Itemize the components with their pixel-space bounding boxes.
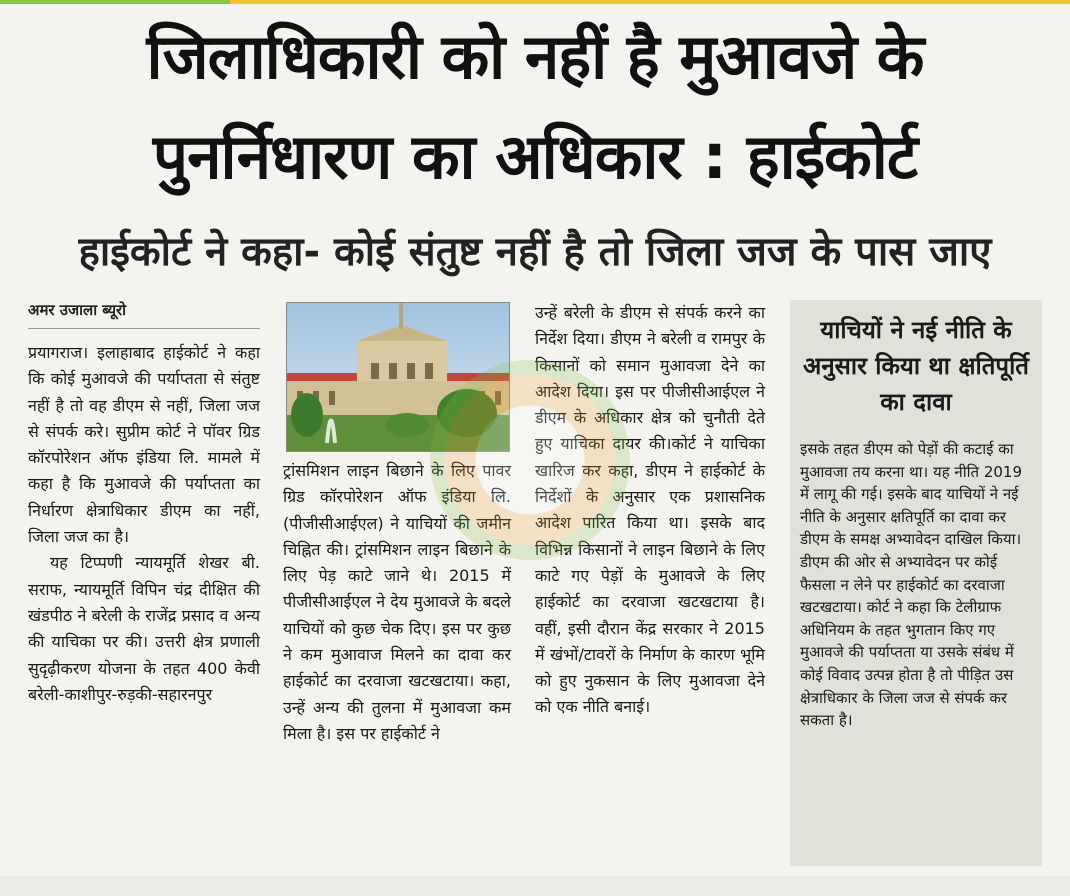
article-paragraph-1: प्रयागराज। इलाहाबाद हाईकोर्ट ने कहा कि कोई मुआवजे की पर्याप्तता से संतुष्ट नहीं है तो वह डीएम से नहीं, जिला जज से संपर्क करे। सुप्रीम कोर्ट ने पॉवर ग्रिड कॉरपोरेशन ऑफ इंडिया लि. मामले में कहा है कि मुआवजे की पर्याप्तता का निर्धारण क्षेत्राधिकार डीएम का नहीं, जिला जज का है। [28, 343, 260, 547]
article-paragraph-2: यह टिप्पणी न्यायमूर्ति शेखर बी. सराफ, न्यायमूर्ति विपिन चंद्र दीक्षित की खंडपीठ ने बरेली के राजेंद्र प्रसाद व अन्य की याचिका पर की। उत्तरी क्षेत्र प्रणाली सुदृढ़ीकरण योजना के तहत 400 केवी बरेली-काशीपुर-रुड़की-सहारनपुर [28, 553, 260, 704]
subheadline: हाईकोर्ट ने कहा- कोई संतुष्ट नहीं है तो जिला जज के पास जाए [78, 229, 992, 275]
high-court-building-image [287, 303, 509, 451]
byline: अमर उजाला ब्यूरो [28, 301, 127, 319]
top-bar-green [0, 0, 230, 4]
headline-line-2: पुनर्निधारण का अधिकार : हाईकोर्ट [152, 120, 918, 193]
byline-divider [28, 328, 260, 329]
article-column-3 [535, 300, 765, 721]
headline-line-1: जिलाधिकारी को नहीं है मुआवजे के [146, 20, 924, 93]
sidebar-box [790, 300, 1042, 866]
sidebar-heading: याचियों ने नई नीति के अनुसार किया था क्षतिपूर्ति का दावा [803, 316, 1029, 416]
next-article-strip [0, 876, 1070, 896]
article-column-1 [28, 340, 260, 708]
article-paragraph-4: उन्हें बरेली के डीएम से संपर्क करने का निर्देश दिया। डीएम ने बरेली व रामपुर के किसानों को समान मुआवजा देने का आदेश दिया। इस पर पीजीसीआईएल ने डीएम के अधिकार क्षेत्र को चुनौती देते हुए याचिका दायर की।कोर्ट ने याचिका खारिज कर कहा, डीएम ने हाईकोर्ट के निर्देशों के अनुसार एक प्रशासनिक आदेश पारित किया था। इसके बाद विभिन्न किसानों ने लाइन बिछाने के लिए काटे गए पेड़ों के मुआवजे के लिए हाईकोर्ट का दरवाजा खटखटाया है। वहीं, इसी दौरान केंद्र सरकार ने 2015 में खंभों/टावरों के निर्माण के कारण भूमि को हुए नुकसान के लिए मुआवजा देने को एक नीति बनाई। [535, 303, 765, 717]
sidebar-body: इसके तहत डीएम को पेड़ों की कटाई का मुआवजा तय करना था। यह नीति 2019 में लागू की गई। इसके बाद याचियों ने नई नीति के अनुसार क्षतिपूर्ति का दावा कर डीएम के समक्ष अभ्यावेदन दाखिल किया। डीएम की ओर से अभ्यावेदन पर कोई फैसला न लेने पर हाईकोर्ट का दरवाजा खटखटाया। कोर्ट ने कहा कि टेलीग्राफ अधिनियम के तहत भुगतान किए गए मुआवजे की पर्याप्तता या उसके संबंध में कोई विवाद उत्पन्न होता है तो पीड़ित उस क्षेत्राधिकार के जिला जज से संपर्क कर सकता है। [800, 440, 1023, 730]
top-color-bar [0, 0, 1070, 6]
high-court-photo [286, 302, 510, 452]
article-column-2 [283, 458, 511, 747]
top-bar-yellow [230, 0, 1070, 4]
article-paragraph-3: ट्रांसमिशन लाइन बिछाने के लिए पावर ग्रिड कॉरपोरेशन ऑफ इंडिया लि. (पीजीसीआईएल) ने याचियों की जमीन चिह्नित की। ट्रांसमिशन लाइन बिछाने के लिए पेड़ काटे जाने थे। 2015 में पीजीसीआईएल ने देय मुआवजे के बदले याचियों को कुछ चेक दिए। इस पर कुछ ने कम मुआवाज मिलने का दावा कर हाईकोर्ट का दरवाजा खटखटाया। कहा, उन्हें अन्य की तुलना में मुआवजा कम मिला है। इस पर हाईकोर्ट ने [283, 461, 511, 743]
